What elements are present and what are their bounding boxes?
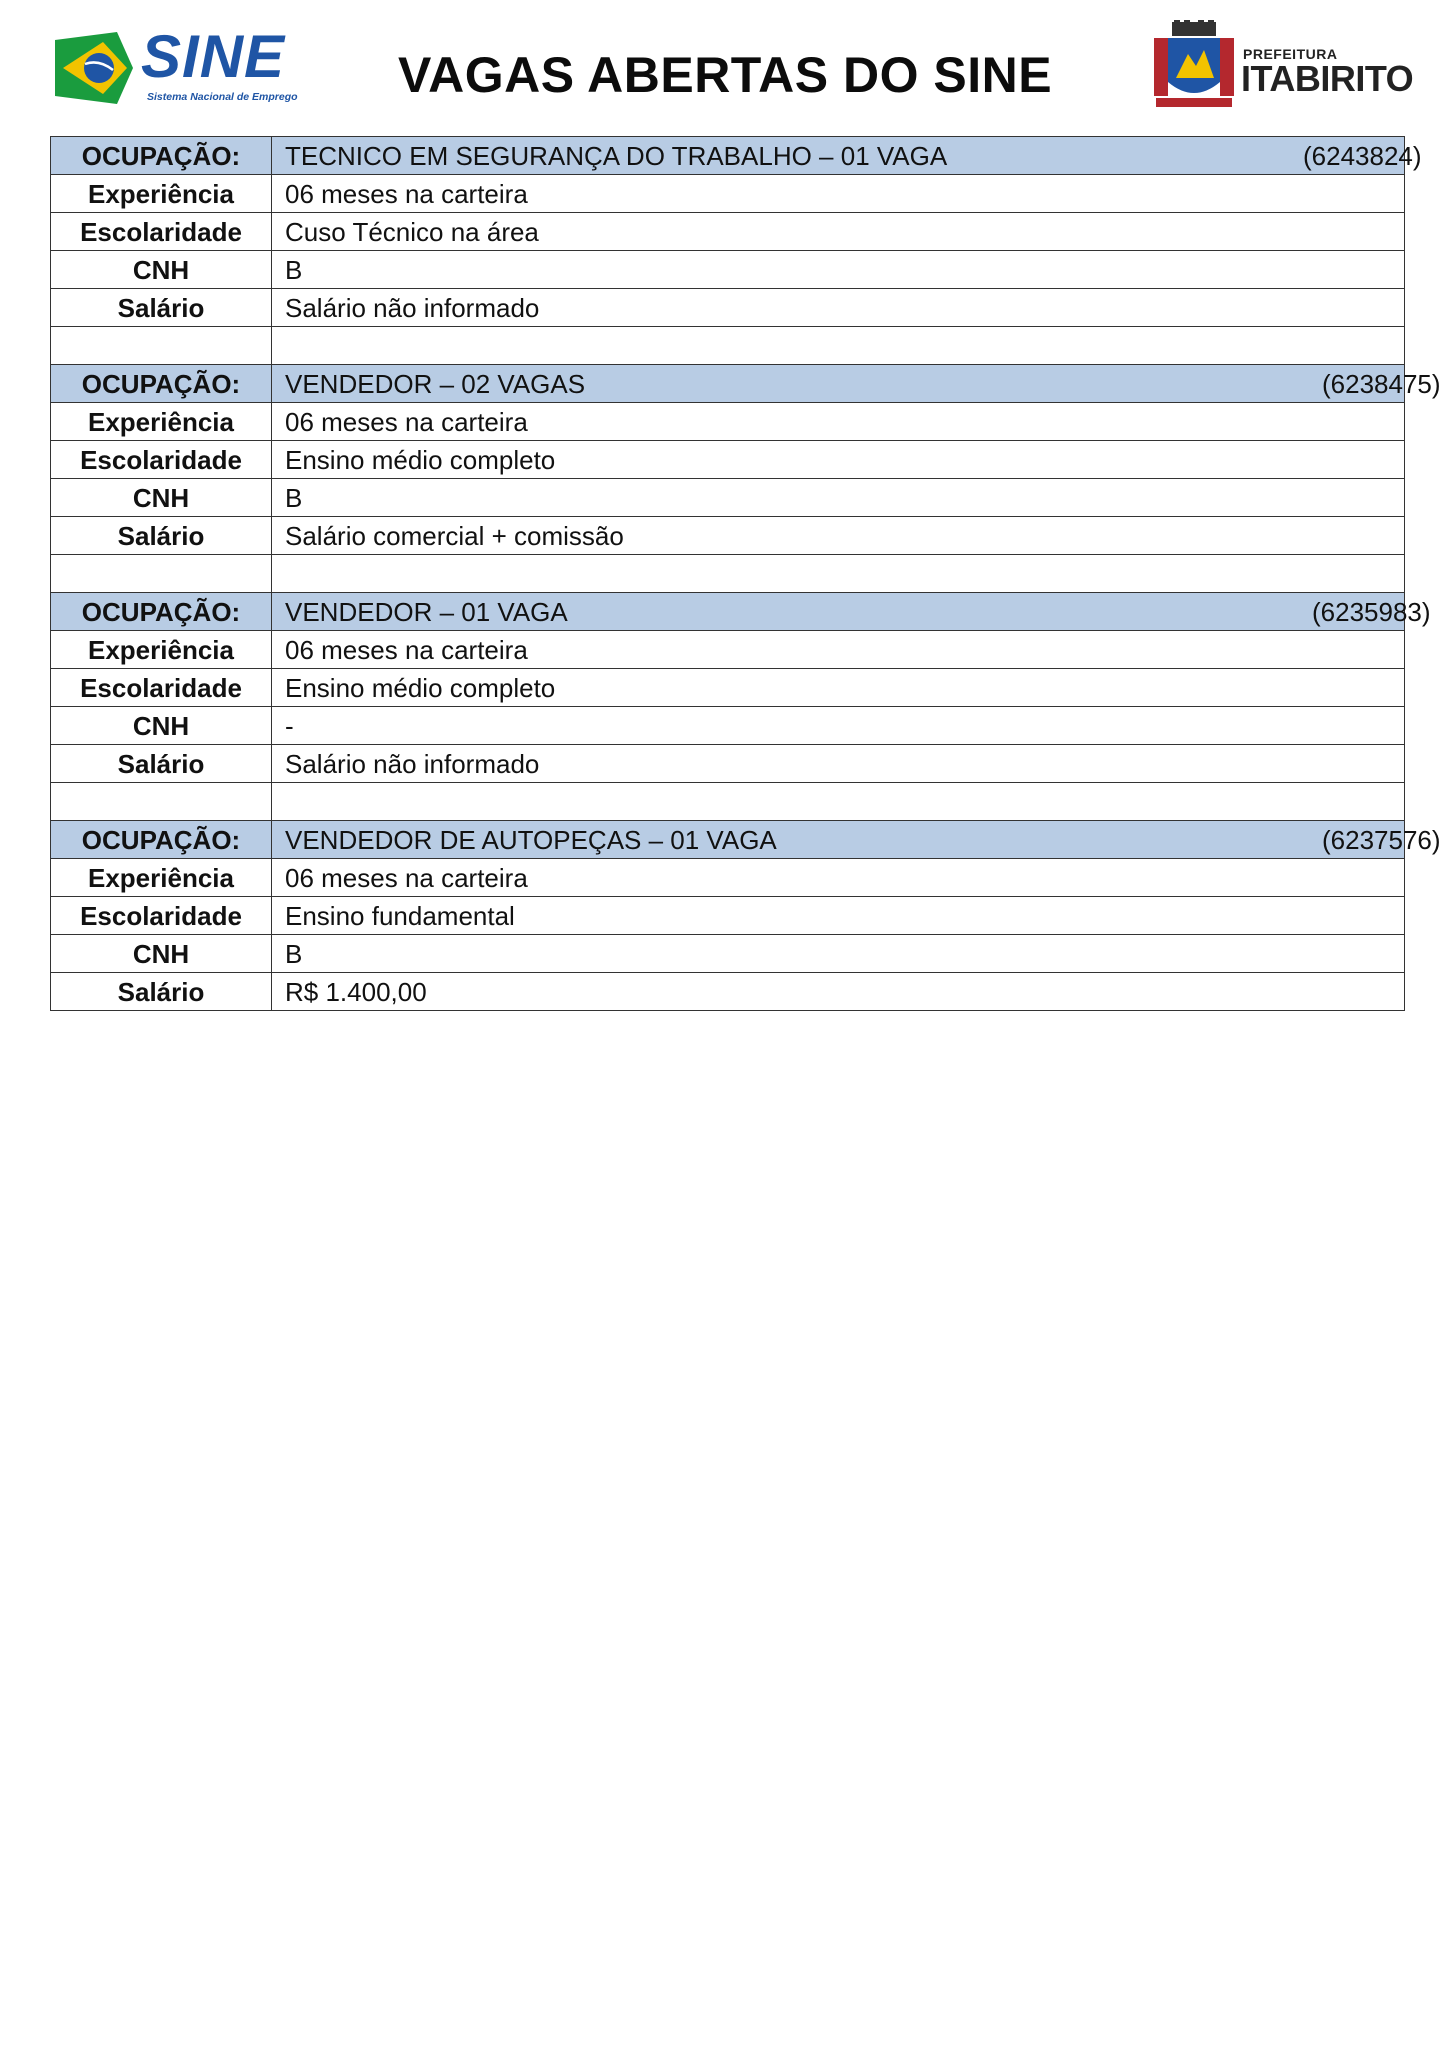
job-occupation-row	[51, 137, 1405, 175]
experience-label: Experiência	[51, 175, 272, 213]
salary-label: Salário	[51, 973, 272, 1011]
salary-value: Salário não informado	[272, 745, 1405, 783]
experience-value: 06 meses na carteira	[272, 175, 1405, 213]
spacer-row	[51, 783, 1405, 821]
salary-label: Salário	[51, 745, 272, 783]
experience-value: 06 meses na carteira	[272, 859, 1405, 897]
job-openings-table	[50, 136, 1441, 1011]
job-detail-row	[51, 517, 1405, 555]
salary-label: Salário	[51, 289, 272, 327]
license-value: B	[272, 479, 1405, 517]
job-detail-row	[51, 745, 1405, 783]
spacer-row	[51, 327, 1405, 365]
sine-logo-subtitle: Sistema Nacional de Emprego	[147, 91, 298, 103]
occupation-label: OCUPAÇÃO:	[51, 593, 272, 631]
license-label: CNH	[51, 251, 272, 289]
job-code: (6243824)	[1303, 140, 1422, 171]
coat-of-arms-icon	[1150, 20, 1238, 112]
page-title: VAGAS ABERTAS DO SINE	[398, 47, 1053, 103]
occupation-title: VENDEDOR DE AUTOPEÇAS – 01 VAGA	[285, 824, 777, 855]
license-value: B	[272, 251, 1405, 289]
salary-value: Salário não informado	[272, 289, 1405, 327]
occupation-label: OCUPAÇÃO:	[51, 821, 272, 859]
job-detail-row	[51, 897, 1405, 935]
occupation-title: VENDEDOR – 02 VAGAS	[285, 368, 586, 399]
job-detail-row	[51, 669, 1405, 707]
salary-label: Salário	[51, 517, 272, 555]
page-header	[0, 0, 1448, 135]
license-label: CNH	[51, 479, 272, 517]
education-label: Escolaridade	[51, 213, 272, 251]
education-label: Escolaridade	[51, 441, 272, 479]
experience-label: Experiência	[51, 631, 272, 669]
occupation-label: OCUPAÇÃO:	[51, 137, 272, 175]
experience-value: 06 meses na carteira	[272, 403, 1405, 441]
job-code: (6238475)	[1322, 368, 1441, 399]
job-detail-row	[51, 859, 1405, 897]
brazil-flag-icon	[55, 32, 135, 104]
job-detail-row	[51, 289, 1405, 327]
license-label: CNH	[51, 707, 272, 745]
license-value: B	[272, 935, 1405, 973]
education-value: Cuso Técnico na área	[272, 213, 1405, 251]
job-occupation-row	[51, 821, 1405, 859]
job-detail-row	[51, 973, 1405, 1011]
salary-value: R$ 1.400,00	[272, 973, 1405, 1011]
job-detail-row	[51, 175, 1405, 213]
education-value: Ensino fundamental	[272, 897, 1405, 935]
experience-label: Experiência	[51, 859, 272, 897]
education-label: Escolaridade	[51, 897, 272, 935]
experience-value: 06 meses na carteira	[272, 631, 1405, 669]
license-label: CNH	[51, 935, 272, 973]
occupation-label: OCUPAÇÃO:	[51, 365, 272, 403]
city-name: ITABIRITO	[1241, 58, 1414, 99]
sine-logo-text: SINE	[141, 23, 286, 90]
education-value: Ensino médio completo	[272, 669, 1405, 707]
experience-label: Experiência	[51, 403, 272, 441]
job-detail-row	[51, 213, 1405, 251]
job-detail-row	[51, 631, 1405, 669]
job-detail-row	[51, 479, 1405, 517]
job-occupation-row	[51, 593, 1405, 631]
education-value: Ensino médio completo	[272, 441, 1405, 479]
salary-value: Salário comercial + comissão	[272, 517, 1405, 555]
prefeitura-label: PREFEITURA	[1243, 46, 1338, 62]
job-detail-row	[51, 441, 1405, 479]
job-detail-row	[51, 935, 1405, 973]
license-value: -	[272, 707, 1405, 745]
job-occupation-row	[51, 365, 1405, 403]
job-code: (6237576)	[1322, 824, 1441, 855]
occupation-title: TECNICO EM SEGURANÇA DO TRABALHO – 01 VAGA	[285, 140, 948, 171]
prefeitura-itabirito-logo	[1150, 20, 1414, 115]
job-code: (6235983)	[1312, 596, 1431, 627]
job-detail-row	[51, 403, 1405, 441]
spacer-row	[51, 555, 1405, 593]
job-detail-row	[51, 707, 1405, 745]
occupation-title: VENDEDOR – 01 VAGA	[285, 596, 568, 627]
education-label: Escolaridade	[51, 669, 272, 707]
job-detail-row	[51, 251, 1405, 289]
sine-logo	[55, 23, 300, 108]
